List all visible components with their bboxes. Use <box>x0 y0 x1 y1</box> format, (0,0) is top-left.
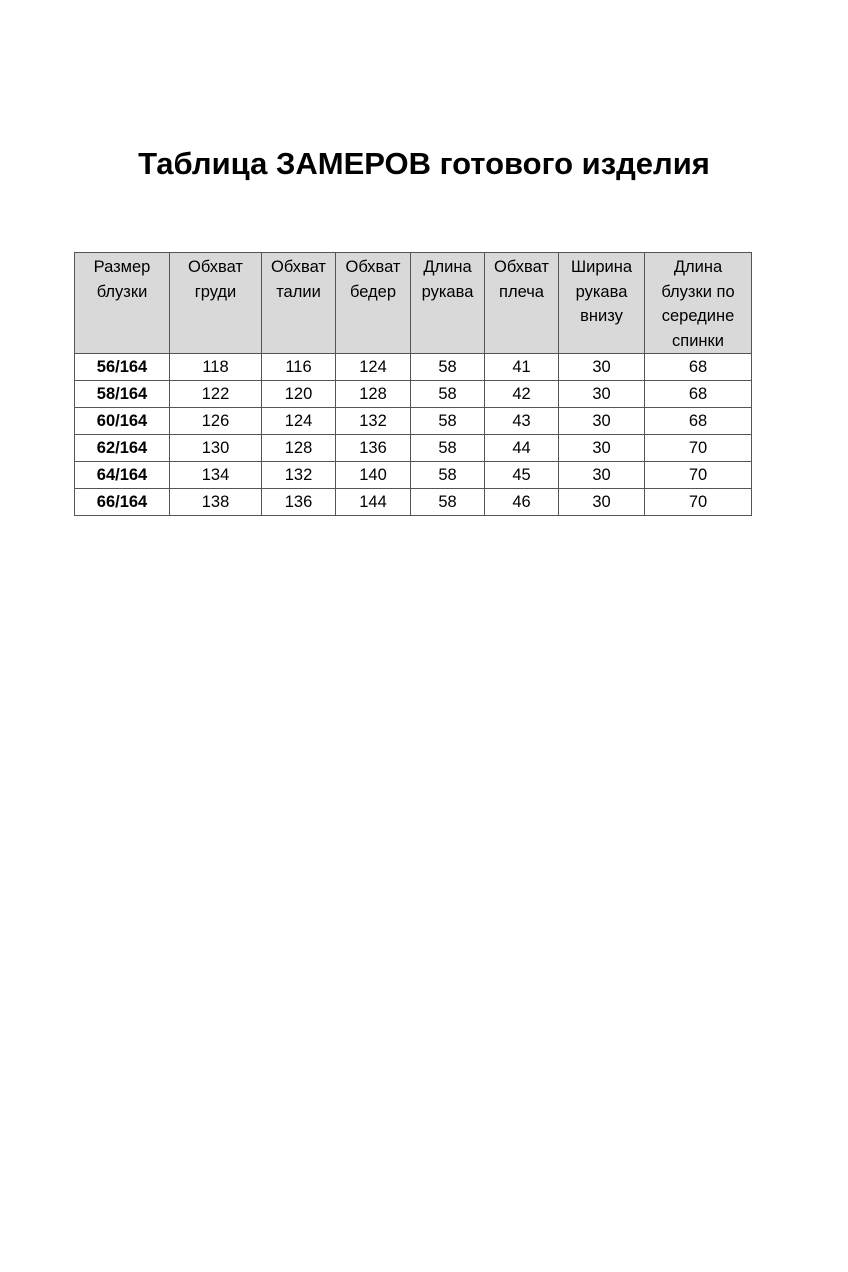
table-cell: 124 <box>336 354 411 381</box>
table-cell: 58 <box>411 462 485 489</box>
table-row <box>75 408 752 435</box>
table-cell: 118 <box>170 354 262 381</box>
header-label: Обхват талии <box>271 258 326 301</box>
table-cell: 140 <box>336 462 411 489</box>
header-cell-shoulder <box>485 253 559 354</box>
table-cell: 144 <box>336 489 411 516</box>
table-cell: 44 <box>485 435 559 462</box>
table-cell: 68 <box>645 408 752 435</box>
table-cell: 120 <box>262 381 336 408</box>
table-cell: 134 <box>170 462 262 489</box>
table-cell: 43 <box>485 408 559 435</box>
table-cell: 58 <box>411 354 485 381</box>
table-cell: 42 <box>485 381 559 408</box>
table-row <box>75 354 752 381</box>
table-cell: 58 <box>411 408 485 435</box>
header-cell-size <box>75 253 170 354</box>
table-cell: 68 <box>645 354 752 381</box>
size-cell: 62/164 <box>75 435 170 462</box>
table-cell: 58 <box>411 435 485 462</box>
header-label: Обхват бедер <box>345 258 401 301</box>
table-cell: 70 <box>645 462 752 489</box>
header-cell-sleeve-length <box>411 253 485 354</box>
table-cell: 132 <box>262 462 336 489</box>
header-label: Обхват груди <box>188 258 243 301</box>
table-cell: 70 <box>645 435 752 462</box>
table-cell: 116 <box>262 354 336 381</box>
size-cell: 56/164 <box>75 354 170 381</box>
table-cell: 122 <box>170 381 262 408</box>
size-cell: 60/164 <box>75 408 170 435</box>
table-cell: 45 <box>485 462 559 489</box>
size-cell: 64/164 <box>75 462 170 489</box>
table-cell: 68 <box>645 381 752 408</box>
table-cell: 124 <box>262 408 336 435</box>
table-row <box>75 462 752 489</box>
header-label: Ширина рукава внизу <box>570 258 633 325</box>
table-cell: 126 <box>170 408 262 435</box>
table-cell: 30 <box>559 435 645 462</box>
header-label: Длина рукава <box>421 258 474 301</box>
table-cell: 136 <box>262 489 336 516</box>
header-cell-waist <box>262 253 336 354</box>
header-label: Обхват плеча <box>494 258 549 301</box>
header-label: Длина блузки по середине спинки <box>661 258 735 350</box>
header-cell-hips <box>336 253 411 354</box>
header-row <box>75 253 752 354</box>
table-cell: 30 <box>559 354 645 381</box>
size-cell: 58/164 <box>75 381 170 408</box>
header-label: Размер блузки <box>93 258 151 301</box>
size-cell: 66/164 <box>75 489 170 516</box>
measurements-table <box>74 252 752 516</box>
table-cell: 58 <box>411 381 485 408</box>
table-row <box>75 489 752 516</box>
table-cell: 30 <box>559 408 645 435</box>
table-cell: 138 <box>170 489 262 516</box>
table-cell: 70 <box>645 489 752 516</box>
table-cell: 41 <box>485 354 559 381</box>
table-cell: 30 <box>559 489 645 516</box>
table-cell: 30 <box>559 462 645 489</box>
page-title: Таблица ЗАМЕРОВ готового изделия <box>138 146 710 181</box>
table-cell: 136 <box>336 435 411 462</box>
header-cell-back-length <box>645 253 752 354</box>
table-row <box>75 435 752 462</box>
table-cell: 128 <box>336 381 411 408</box>
table-cell: 128 <box>262 435 336 462</box>
table-cell: 130 <box>170 435 262 462</box>
header-cell-sleeve-width <box>559 253 645 354</box>
table-cell: 30 <box>559 381 645 408</box>
table-cell: 46 <box>485 489 559 516</box>
table-row <box>75 381 752 408</box>
table-cell: 132 <box>336 408 411 435</box>
header-cell-chest <box>170 253 262 354</box>
table-cell: 58 <box>411 489 485 516</box>
